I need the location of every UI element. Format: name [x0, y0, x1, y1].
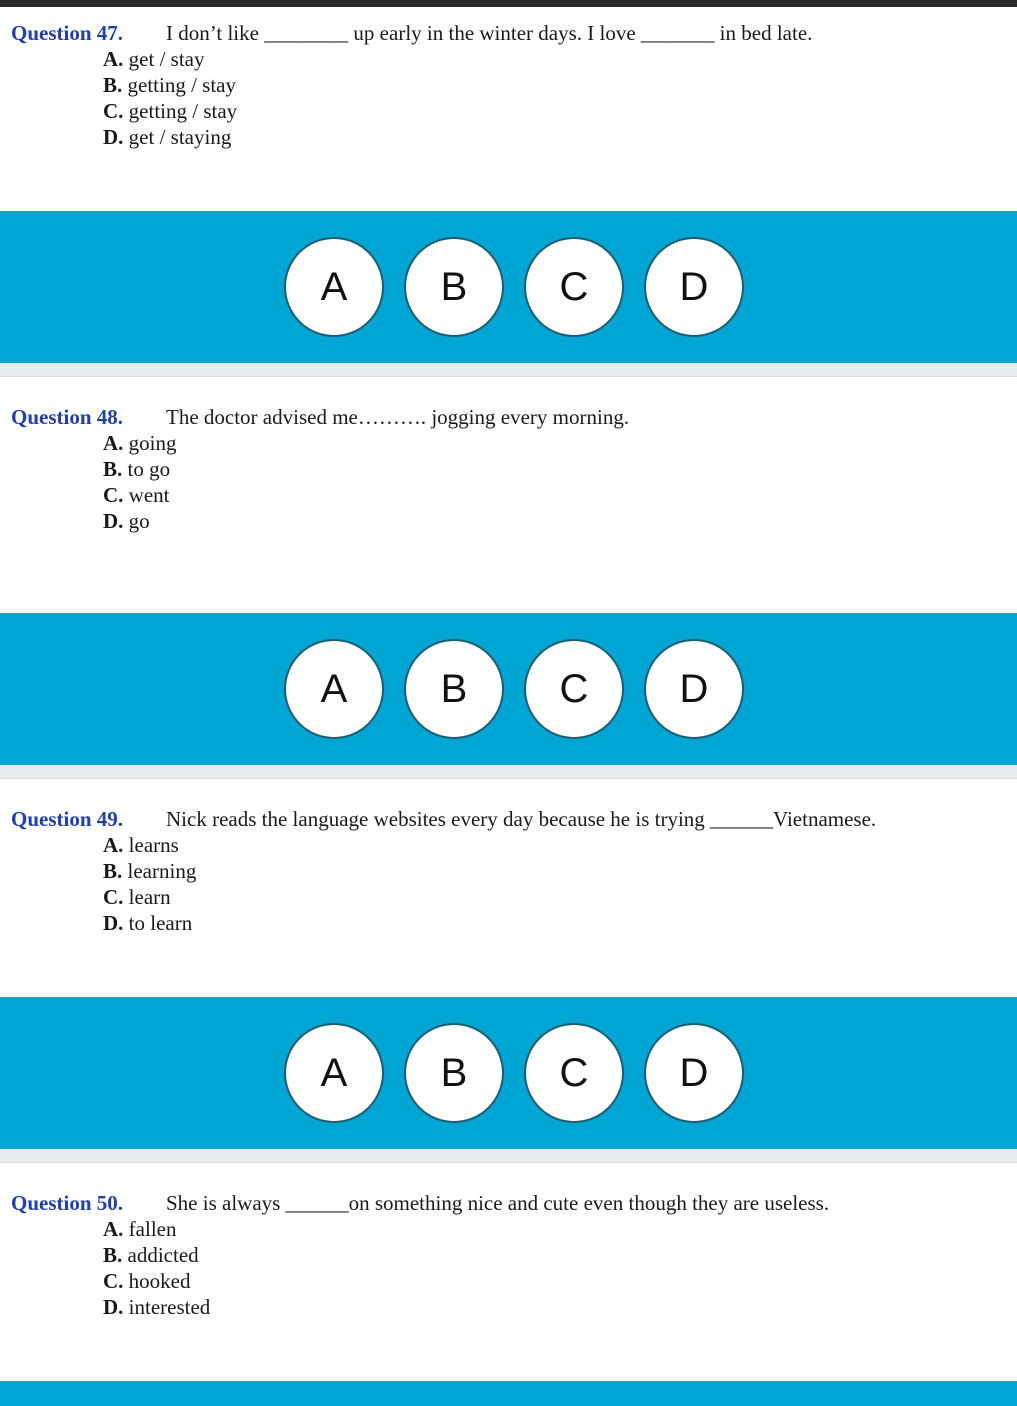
- answer-button-c[interactable]: C: [524, 639, 624, 739]
- answer-button-a[interactable]: A: [284, 639, 384, 739]
- options-list: [103, 832, 196, 936]
- option-c: C. learn: [103, 885, 171, 909]
- separator: [0, 1149, 1017, 1163]
- question-line: [11, 404, 629, 430]
- answer-button-d[interactable]: D: [644, 1023, 744, 1123]
- option-b: B. learning: [103, 859, 197, 883]
- answer-band-47: [0, 211, 1017, 363]
- option-a: A. going: [103, 431, 177, 455]
- separator: [0, 765, 1017, 779]
- separator: [0, 363, 1017, 377]
- option-a: A. fallen: [103, 1217, 177, 1241]
- option-b: B. to go: [103, 457, 171, 481]
- answer-band-49: [0, 997, 1017, 1149]
- question-line: [11, 806, 876, 832]
- question-text: I don’t like ________ up early in the winter days. I love _______ in bed late.: [166, 21, 813, 45]
- option-c: C. hooked: [103, 1269, 191, 1293]
- question-line: [11, 20, 812, 46]
- options-list: [103, 1216, 210, 1320]
- question-number: Question 47.: [11, 21, 124, 45]
- top-bar: [0, 0, 1017, 7]
- answer-button-d[interactable]: D: [644, 639, 744, 739]
- options-list: [103, 430, 177, 534]
- answer-button-b[interactable]: B: [404, 237, 504, 337]
- question-text: Nick reads the language websites every day because he is trying ______Vietnamese.: [166, 807, 877, 831]
- answer-band-50: [0, 1381, 1017, 1406]
- question-line: [11, 1190, 829, 1216]
- answer-button-b[interactable]: B: [404, 639, 504, 739]
- option-c: C. getting / stay: [103, 99, 238, 123]
- answer-button-c[interactable]: C: [524, 1023, 624, 1123]
- answer-button-b[interactable]: B: [404, 1023, 504, 1123]
- answer-button-d[interactable]: D: [644, 237, 744, 337]
- answer-band-48: [0, 613, 1017, 765]
- question-text: She is always ______on something nice and cute even though they are useless.: [166, 1191, 830, 1215]
- option-b: B. getting / stay: [103, 73, 237, 97]
- option-a: A. learns: [103, 833, 179, 857]
- answer-button-a[interactable]: A: [284, 237, 384, 337]
- option-c: C. went: [103, 483, 170, 507]
- question-number: Question 48.: [11, 405, 124, 429]
- answer-button-c[interactable]: C: [524, 237, 624, 337]
- answer-button-a[interactable]: A: [284, 1023, 384, 1123]
- options-list: [103, 46, 237, 150]
- question-number: Question 50.: [11, 1191, 124, 1215]
- option-d: D. to learn: [103, 911, 193, 935]
- option-d: D. interested: [103, 1295, 211, 1319]
- option-d: D. go: [103, 509, 150, 533]
- option-b: B. addicted: [103, 1243, 199, 1267]
- question-number: Question 49.: [11, 807, 124, 831]
- option-d: D. get / staying: [103, 125, 232, 149]
- option-a: A. get / stay: [103, 47, 205, 71]
- question-text: The doctor advised me………. jogging every morning.: [166, 405, 630, 429]
